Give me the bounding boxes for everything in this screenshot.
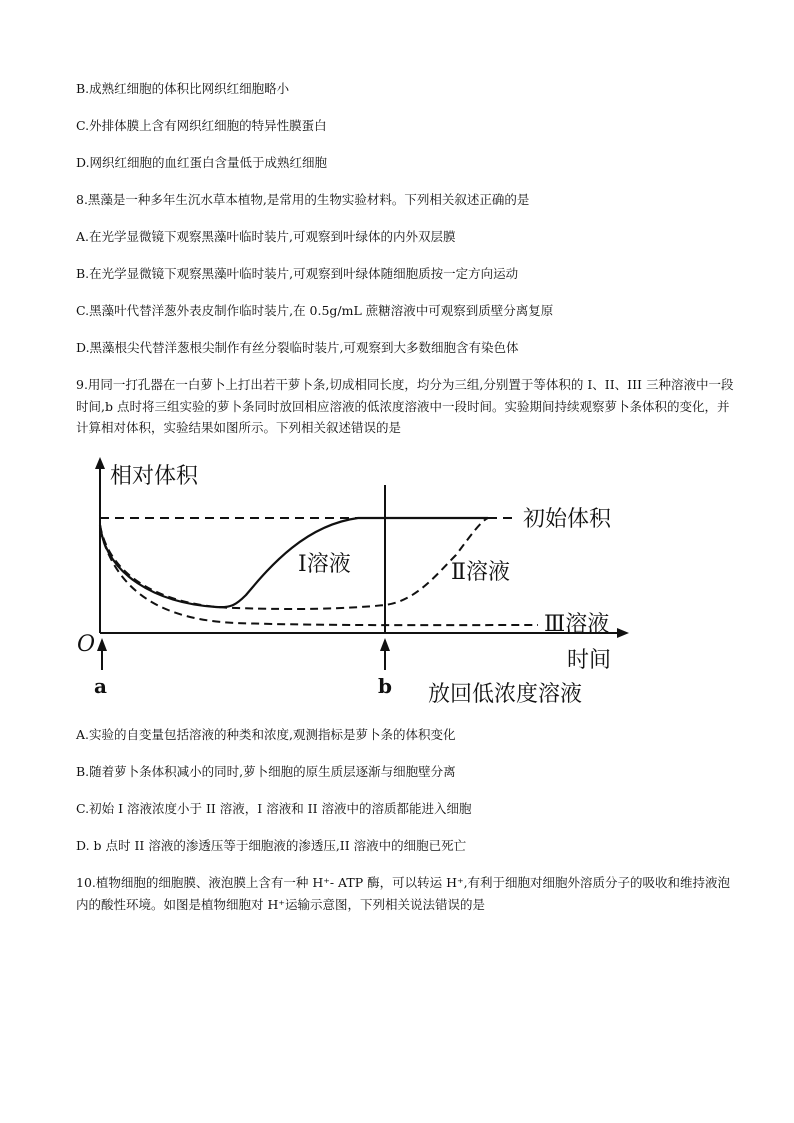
- q10-stem: 10.植物细胞的细胞膜、液泡膜上含有一种 H⁺- ATP 酶，可以转运 H⁺,有利于细胞对细胞外溶质分子的吸收和维持液泡内的酸性环境。如图是植物细胞对 H⁺运输示意图，下列相关说法错误的是: [76, 875, 731, 912]
- q9-stem: 9.用同一打孔器在一白萝卜上打出若干萝卜条,切成相同长度，均分为三组,分别置于等体积的 I、II、III 三种溶液中一段时间,b 点时将三组实验的萝卜条同时放回相应溶液的低浓度溶液中一段时间。实验期间持续观察萝卜条体积的变化，并计算相对体积，实验结果如图所示。下列相关叙述错误的是: [76, 377, 734, 435]
- q8-option-b: B.在光学显微镜下观察黑藻叶临时装片,可观察到叶绿体随细胞质按一定方向运动: [76, 266, 519, 281]
- y-axis-label: 相对体积: [110, 464, 199, 489]
- point-b-label: b: [378, 674, 392, 698]
- solution-1-label: Ⅰ溶液: [298, 552, 351, 577]
- x-axis-label: 时间: [567, 648, 612, 673]
- q7-option-c: C.外排体膜上含有网织红细胞的特异性膜蛋白: [76, 118, 327, 133]
- b-annotation: 放回低浓度溶液: [428, 682, 583, 707]
- point-a-label: a: [94, 674, 107, 698]
- q8-option-c: C.黑藻叶代替洋葱外表皮制作临时装片,在 0.5g/mL 蔗糖溶液中可观察到质壁分离复原: [76, 303, 554, 318]
- relative-volume-figure: [76, 455, 636, 710]
- q8-stem: 8.黑藻是一种多年生沉水草本植物,是常用的生物实验材料。下列相关叙述正确的是: [76, 192, 530, 207]
- q9-option-b: B.随着萝卜条体积减小的同时,萝卜细胞的原生质层逐渐与细胞壁分离: [76, 764, 456, 779]
- initial-volume-label: 初始体积: [523, 507, 612, 532]
- solution-3-label: Ⅲ溶液: [544, 612, 610, 637]
- q8-option-d: D.黑藻根尖代替洋葱根尖制作有丝分裂临时装片,可观察到大多数细胞含有染色体: [76, 340, 519, 355]
- y-axis-arrow: [95, 457, 105, 469]
- q9-option-a: A.实验的自变量包括溶液的种类和浓度,观测指标是萝卜条的体积变化: [76, 727, 456, 742]
- q7-option-d: D.网织红细胞的血红蛋白含量低于成熟红细胞: [76, 155, 328, 170]
- x-axis-arrow: [617, 628, 629, 638]
- q9-option-c: C.初始 I 溶液浓度小于 II 溶液，I 溶液和 II 溶液中的溶质都能进入细胞: [76, 801, 472, 816]
- b-arrow-head: [380, 638, 390, 651]
- origin-label: O: [77, 632, 96, 657]
- a-arrow-head: [97, 638, 107, 651]
- q7-option-b: B.成熟红细胞的体积比网织红细胞略小: [76, 81, 290, 96]
- q9-option-d: D. b 点时 II 溶液的渗透压等于细胞液的渗透压,II 溶液中的细胞已死亡: [76, 838, 467, 853]
- q8-option-a: A.在光学显微镜下观察黑藻叶临时装片,可观察到叶绿体的内外双层膜: [76, 229, 456, 244]
- solution-2-label: Ⅱ溶液: [451, 560, 510, 585]
